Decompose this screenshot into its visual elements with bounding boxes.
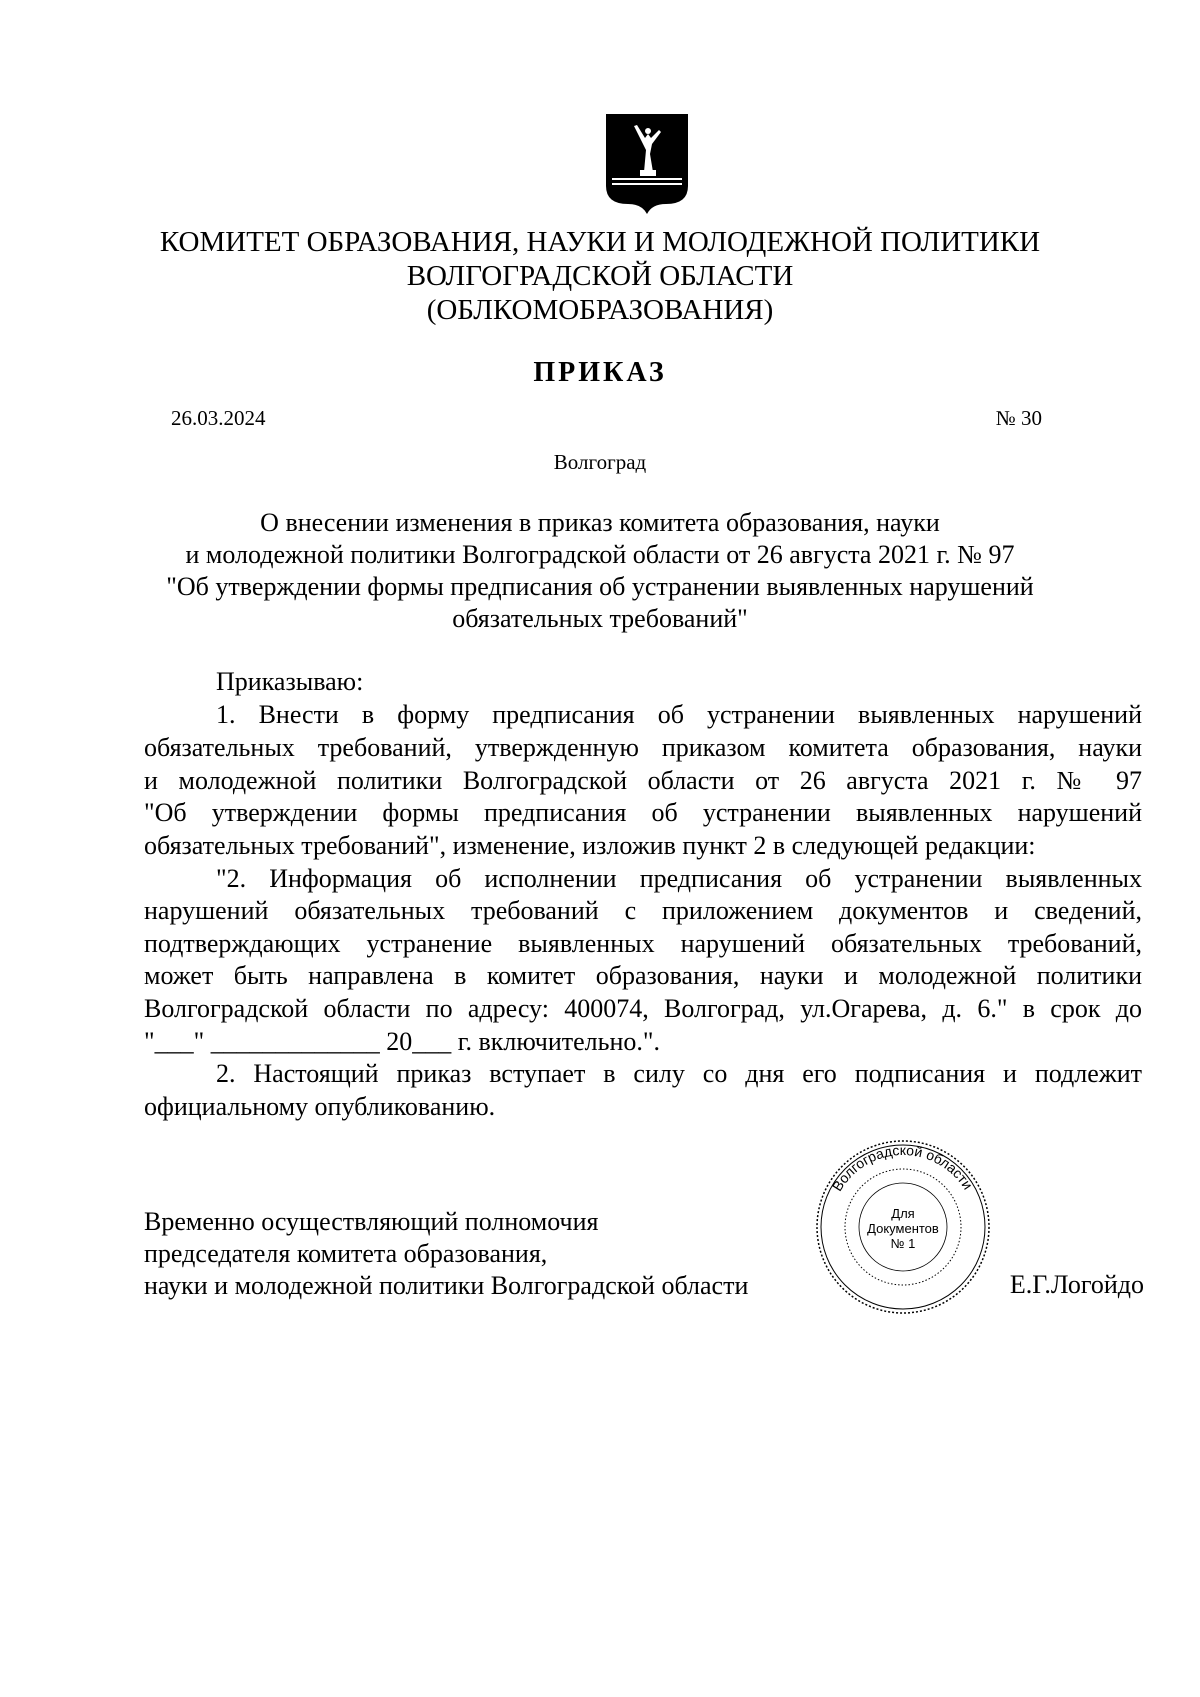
body-line-13: официальному опубликованию. — [144, 1092, 496, 1121]
body-line-6: "2. Информация об исполнении предписания об устранении выявленных — [216, 864, 1142, 893]
subject-line2: и молодежной политики Волгоградской области от 26 августа 2021 г. № 97 — [185, 540, 1015, 569]
document-title: ПРИКАЗ — [533, 357, 667, 388]
body-line-11: "___" _____________ 20___ г. включительно.". — [144, 1027, 661, 1056]
signatory-title-line2: председателя комитета образования, — [144, 1239, 548, 1268]
subject-line4: обязательных требований" — [452, 604, 748, 633]
official-stamp — [812, 1136, 994, 1318]
body-line-8: подтверждающих устранение выявленных нарушений обязательных требований, — [144, 929, 1142, 958]
coat-of-arms-emblem — [604, 112, 690, 216]
body-line-5: обязательных требований", изменение, изложив пункт 2 в следующей редакции: — [144, 831, 1036, 860]
subject-line1: О внесении изменения в приказ комитета образования, науки — [260, 508, 940, 537]
body-line-3: и молодежной политики Волгоградской области от 26 августа 2021 г. № 97 — [144, 766, 1142, 795]
stamp-inner-line3: № 1 — [890, 1236, 916, 1251]
body-line-4: "Об утверждении формы предписания об устранении выявленных нарушений — [144, 798, 1142, 827]
signatory-name: Е.Г.Логойдо — [1009, 1270, 1144, 1299]
signatory-title-line1: Временно осуществляющий полномочия — [144, 1207, 599, 1236]
document-number: № 30 — [995, 406, 1042, 430]
subject-line3: "Об утверждении формы предписания об устранении выявленных нарушений — [166, 572, 1034, 601]
stamp-outer-text: Волгоградской области — [828, 1141, 977, 1194]
body-line-2: обязательных требований, утвержденную приказом комитета образования, науки — [144, 733, 1142, 762]
organization-name-line1: КОМИТЕТ ОБРАЗОВАНИЯ, НАУКИ И МОЛОДЕЖНОЙ ПОЛИТИКИ — [159, 226, 1041, 258]
document-city: Волгоград — [553, 450, 647, 474]
body-line-0: Приказываю: — [216, 667, 364, 696]
document-date: 26.03.2024 — [171, 406, 266, 430]
body-line-12: 2. Настоящий приказ вступает в силу со дня его подписания и подлежит — [216, 1059, 1142, 1088]
body-line-1: 1. Внести в форму предписания об устранении выявленных нарушений — [216, 700, 1142, 729]
signatory-title-line3: науки и молодежной политики Волгоградской области — [144, 1271, 749, 1300]
body-line-9: может быть направлена в комитет образования, науки и молодежной политики — [144, 961, 1142, 990]
body-line-7: нарушений обязательных требований с приложением документов и сведений, — [144, 896, 1142, 925]
stamp-inner-line2: Документов — [867, 1221, 939, 1236]
organization-name-line2: ВОЛГОГРАДСКОЙ ОБЛАСТИ — [406, 260, 794, 292]
organization-abbreviation: (ОБЛКОМОБРАЗОВАНИЯ) — [426, 294, 774, 326]
body-line-10: Волгоградской области по адресу: 400074, Волгоград, ул.Огарева, д. 6." в срок до — [144, 994, 1142, 1023]
stamp-inner-line1: Для — [891, 1206, 915, 1221]
